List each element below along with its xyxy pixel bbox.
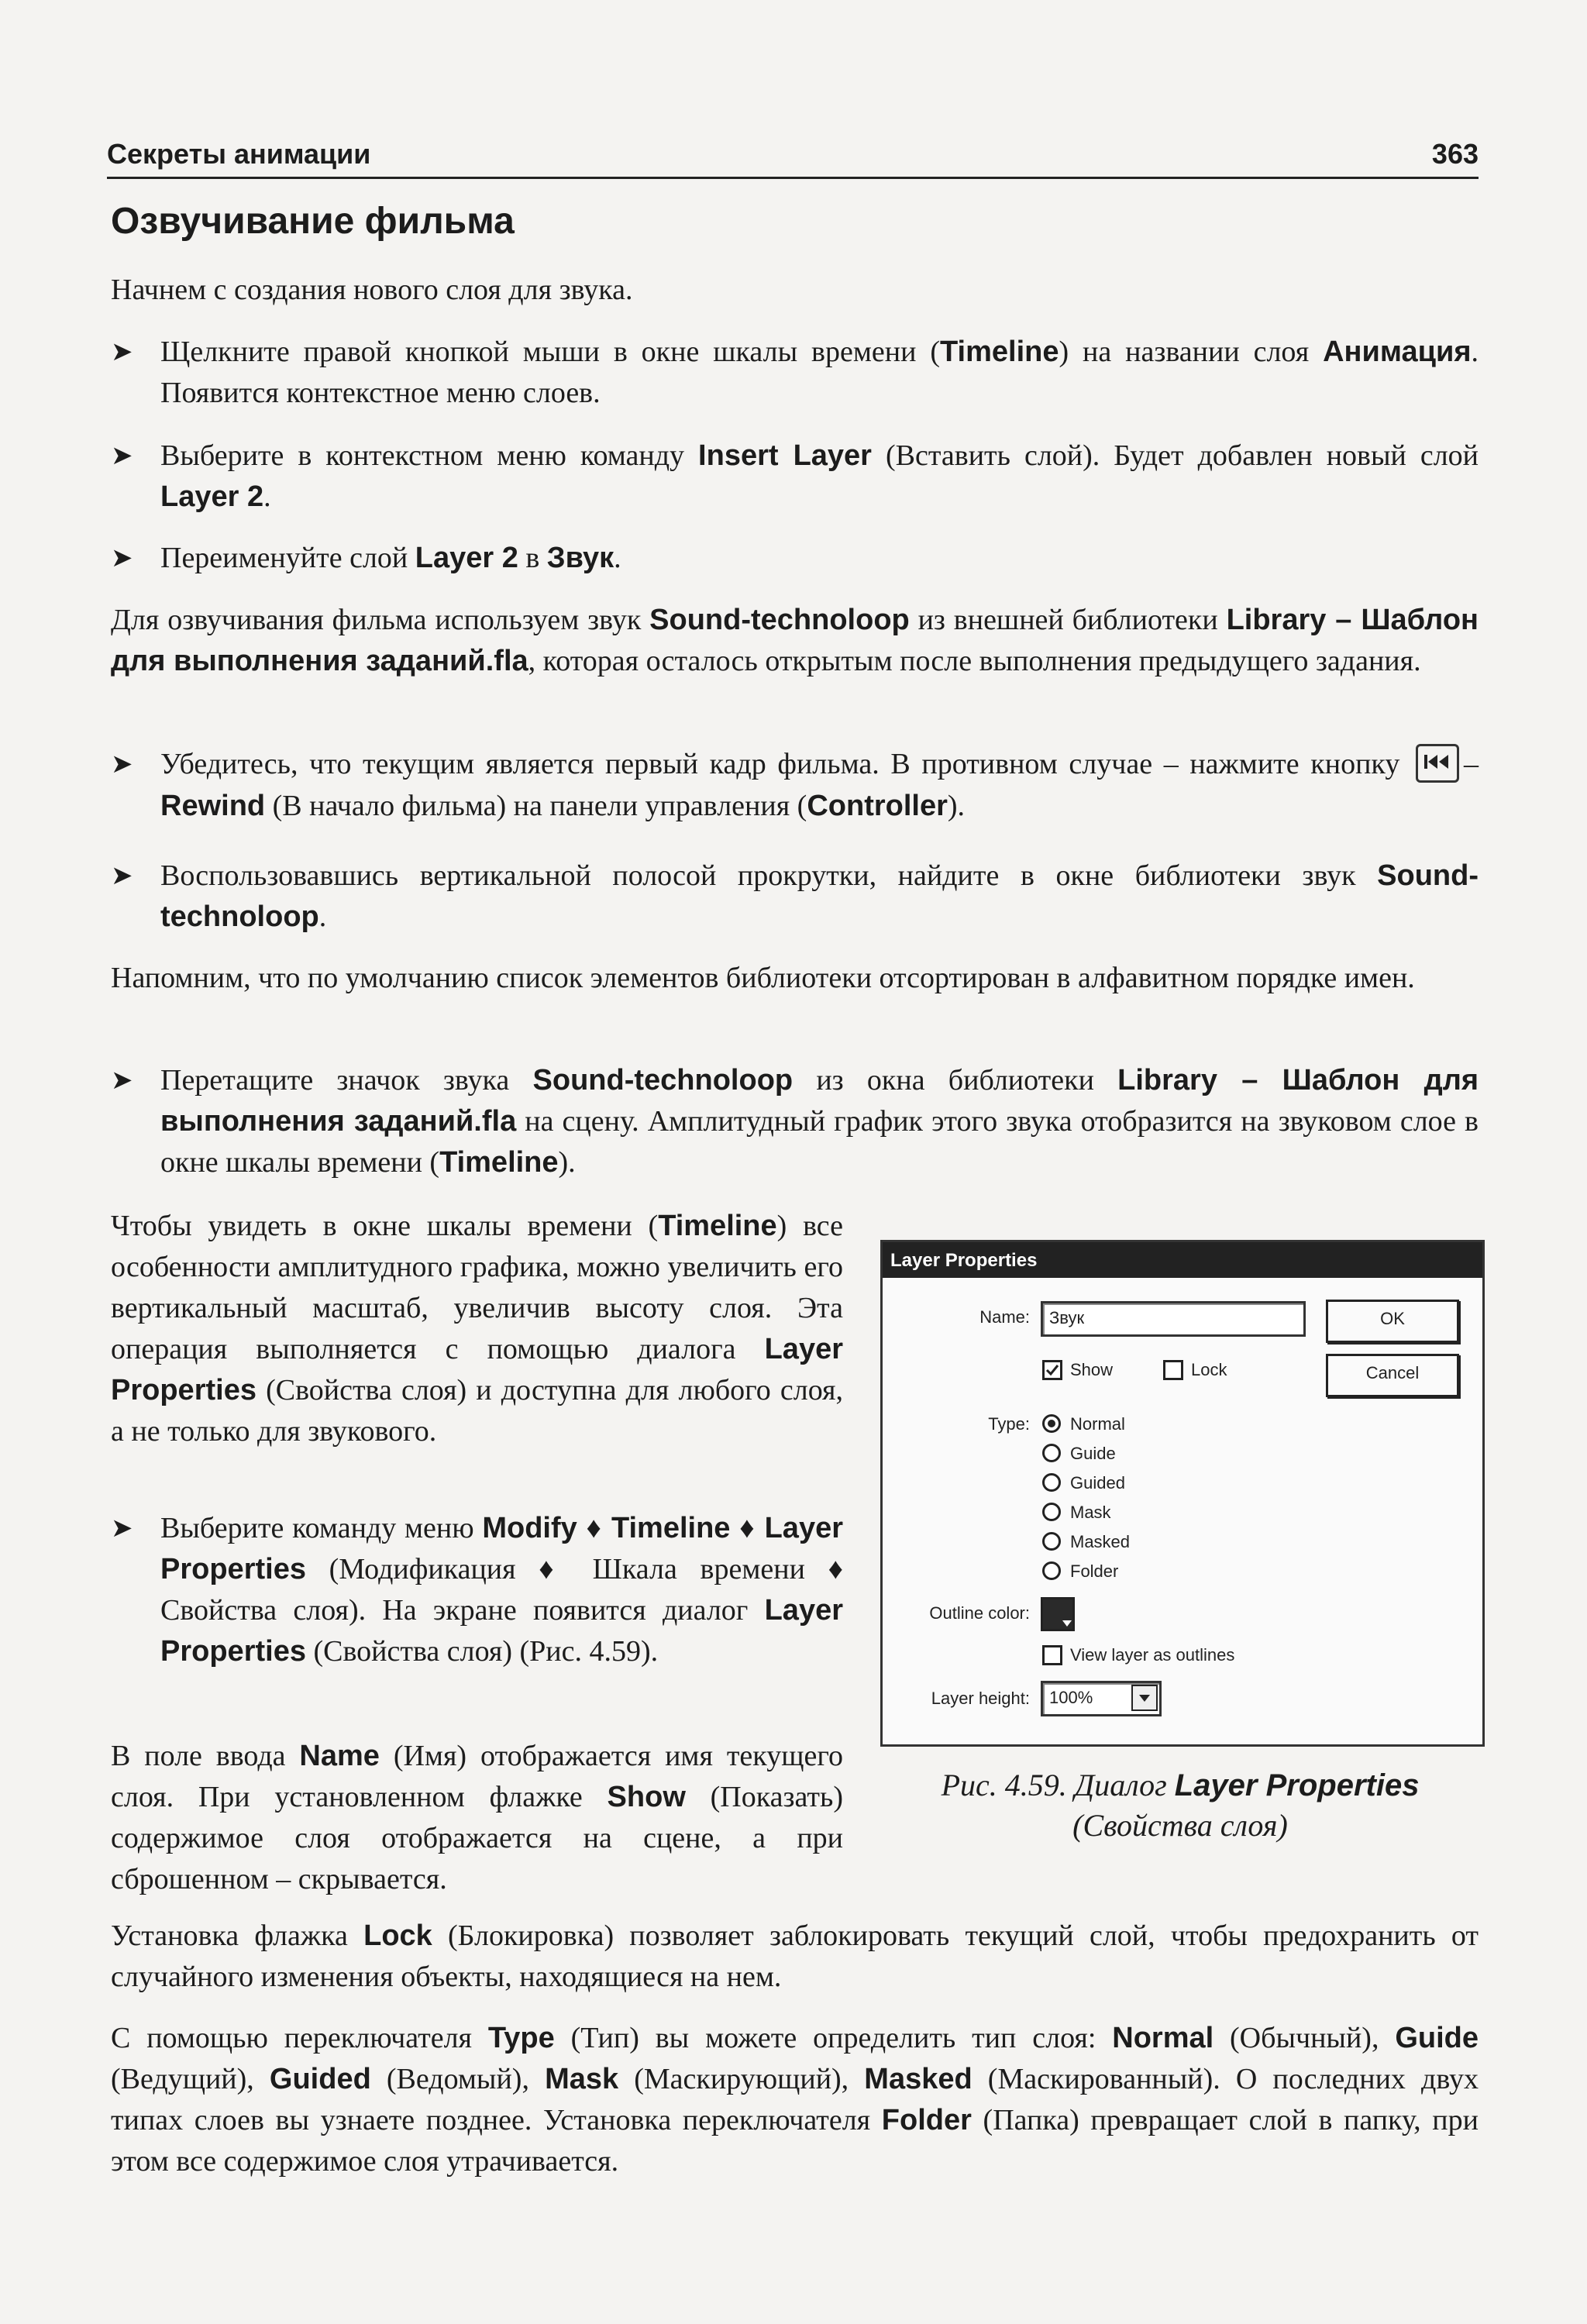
bold-term: Анимация xyxy=(1323,336,1472,368)
rewind-button-icon xyxy=(1416,744,1459,783)
bold-term: Layer 2 xyxy=(415,542,518,574)
outline-color-label: Outline color: xyxy=(929,1603,1030,1623)
lock-checkbox[interactable] xyxy=(1163,1360,1183,1380)
chapter-title: Секреты анимации xyxy=(107,138,371,170)
bold-term: Layer Properties xyxy=(160,1594,843,1668)
name-input[interactable] xyxy=(1041,1301,1306,1337)
bold-term: Show xyxy=(607,1781,686,1813)
cancel-button[interactable]: Cancel xyxy=(1326,1354,1459,1397)
paragraph xyxy=(111,1916,1479,1998)
bullet-arrow-icon: ➤ xyxy=(111,860,133,891)
intro-paragraph: Начнем с создания нового слоя для звука. xyxy=(111,274,633,306)
list-item xyxy=(111,332,1479,414)
paragraph xyxy=(111,1736,843,1900)
bold-term: Guide xyxy=(1395,2022,1479,2054)
text-run: (Маскирующий), xyxy=(618,2063,865,2095)
text-run: (Обычный), xyxy=(1213,2022,1396,2054)
bold-term: Звук xyxy=(546,542,614,574)
dialog-title: Layer Properties xyxy=(890,1250,1038,1271)
text-run: ) на названии слоя xyxy=(1059,336,1324,368)
bold-term: Timeline xyxy=(940,336,1059,368)
text-run: Установка флажка xyxy=(111,1919,364,1952)
caption-bold: Layer Properties xyxy=(1174,1768,1420,1802)
list-item xyxy=(111,1508,843,1672)
text-run: С помощью переключателя xyxy=(111,2022,488,2054)
text-run: Выберите в контекстном меню команду xyxy=(160,439,699,472)
bold-term: Modify ♦ Timeline ♦ Layer Properties xyxy=(160,1512,843,1585)
bullet-arrow-icon: ➤ xyxy=(111,336,133,367)
bold-term: Timeline xyxy=(439,1146,559,1179)
type-option-label: Mask xyxy=(1070,1503,1111,1522)
bold-term: Library – Шаблон для выполнения заданий.fla xyxy=(160,1064,1479,1138)
text-run: Выберите команду меню xyxy=(160,1512,483,1544)
text-run: Воспользовавшись вертикальной полосой прокрутки, найдите в окне библиотеки звук xyxy=(160,859,1378,892)
layer-properties-dialog xyxy=(880,1240,1485,1747)
layer-height-select[interactable] xyxy=(1041,1681,1162,1716)
list-item xyxy=(111,1060,1479,1183)
text-run: Чтобы увидеть в окне шкалы времени ( xyxy=(111,1210,659,1242)
bold-term: Folder xyxy=(881,2104,972,2136)
type-radio-masked[interactable] xyxy=(1042,1532,1061,1551)
lock-label: Lock xyxy=(1191,1360,1227,1379)
bullet-arrow-icon: ➤ xyxy=(111,749,133,780)
bold-term: Sound-technoloop xyxy=(160,859,1479,933)
bold-term: Layer Properties xyxy=(111,1333,843,1406)
bold-term: Timeline xyxy=(658,1210,777,1242)
text-run: на сцену. Амплитудный график этого звука отобразится на звуковом слое в окне шкалы времени ( xyxy=(160,1105,1479,1179)
bold-term: Masked xyxy=(864,2063,973,2095)
outline-color-swatch[interactable] xyxy=(1041,1597,1075,1631)
type-radio-guided[interactable] xyxy=(1042,1473,1061,1492)
bold-term: Library – Шаблон для выполнения заданий.fla xyxy=(111,604,1479,677)
ok-button[interactable]: OK xyxy=(1326,1300,1459,1343)
type-radio-mask[interactable] xyxy=(1042,1503,1061,1521)
text-run: (Ведущий), xyxy=(111,2063,270,2095)
bold-term: Guided xyxy=(269,2063,371,2095)
layer-height-value: 100% xyxy=(1049,1688,1093,1707)
list-item xyxy=(111,538,1479,579)
bold-term: Mask xyxy=(545,2063,619,2095)
bold-term: Type xyxy=(487,2022,555,2054)
text-run: (Имя) отображается имя текущего слоя. При установленном флажке xyxy=(111,1740,843,1813)
text-run: (Модификация ♦ Шкала времени ♦ Свойства слоя). На экране появится диалог xyxy=(160,1553,843,1627)
view-outlines-checkbox[interactable] xyxy=(1042,1645,1062,1665)
bold-term: Sound-technoloop xyxy=(532,1064,794,1097)
bold-term: Lock xyxy=(363,1919,432,1952)
section-heading: Озвучивание фильма xyxy=(111,201,515,242)
text-run: из внешней библиотеки xyxy=(909,604,1227,636)
view-outlines-label: View layer as outlines xyxy=(1070,1645,1235,1665)
type-option-label: Masked xyxy=(1070,1532,1131,1551)
type-label: Type: xyxy=(988,1414,1030,1434)
text-run: (Тип) вы можете определить тип слоя: xyxy=(554,2022,1113,2054)
text-run: (Блокировка) позволяет заблокировать текущий слой, чтобы предохранить от случайного изменения объекты, находящиеся на нем. xyxy=(111,1919,1479,1993)
caption-prefix: Рис. 4.59. Диалог xyxy=(941,1768,1175,1802)
list-text: Убедитесь, что текущим является первый кадр фильма. В противном случае – нажмите кнопку xyxy=(160,748,1400,780)
name-label: Name: xyxy=(979,1307,1030,1327)
text-run: ). xyxy=(558,1146,576,1179)
type-option-label: Guide xyxy=(1070,1444,1116,1463)
text-run: (Показать) содержимое слоя отображается на сцене, а при сброшенном – скрывается. xyxy=(111,1781,843,1895)
text-run: В поле ввода xyxy=(111,1740,300,1772)
text-run: (Ведомый), xyxy=(370,2063,546,2095)
text-run: (Свойства слоя) (Рис. 4.59). xyxy=(305,1635,659,1668)
type-radio-folder[interactable] xyxy=(1042,1561,1061,1580)
dialog-titlebar xyxy=(883,1242,1482,1278)
text-run: в xyxy=(518,542,547,574)
figure-caption xyxy=(880,1765,1480,1846)
list-item: ➤ Убедитесь, что текущим является первый кадр фильма. В противном случае – нажмите кнопку – Rewind (В начало фильма) на панели управления (Controller). xyxy=(111,744,1479,827)
paragraph xyxy=(111,600,1479,682)
dropdown-arrow-icon xyxy=(1062,1620,1072,1628)
text-run: из окна библиотеки xyxy=(793,1064,1118,1097)
text-run: Щелкните правой кнопкой мыши в окне шкалы времени ( xyxy=(160,336,940,368)
layer-height-label: Layer height: xyxy=(931,1689,1030,1708)
text-run: , которая осталось открытым после выполнения предыдущего задания. xyxy=(528,645,1421,677)
text-run: (Свойства слоя) и доступна для любого слоя, а не только для звукового. xyxy=(111,1374,843,1448)
text-run: (Маскированный). О последних двух типах слоев вы узнаете позднее. Установка переключателя xyxy=(111,2063,1479,2136)
text-run: Переименуйте слой xyxy=(160,542,415,574)
text-run: . xyxy=(614,542,621,574)
chevron-down-icon[interactable] xyxy=(1131,1685,1158,1711)
bold-term: Insert Layer xyxy=(698,439,872,472)
name-value: Звук xyxy=(1049,1308,1085,1327)
paragraph: Напомним, что по умолчанию список элементов библиотеки отсортирован в алфавитном порядке имен. xyxy=(111,962,1415,994)
page-number: 363 xyxy=(1431,138,1479,170)
type-option-label: Guided xyxy=(1070,1473,1125,1493)
text-run: . xyxy=(318,900,327,933)
bold-term: Layer 2 xyxy=(160,480,264,513)
paragraph xyxy=(111,2018,1479,2182)
bold-term: Sound-technoloop xyxy=(649,604,910,636)
text-run: . xyxy=(263,480,271,513)
text-run: (Папка) превращает слой в папку, при этом все содержимое слоя утрачивается. xyxy=(111,2104,1479,2178)
type-option-label: Normal xyxy=(1070,1414,1125,1434)
type-radio-normal[interactable] xyxy=(1042,1414,1061,1433)
list-item xyxy=(111,856,1479,938)
bold-term: Normal xyxy=(1112,2022,1214,2054)
rewind-label: Rewind xyxy=(160,790,266,823)
show-checkbox[interactable] xyxy=(1042,1360,1062,1380)
list-item xyxy=(111,436,1479,518)
paragraph xyxy=(111,1206,843,1452)
caption-suffix: (Свойства слоя) xyxy=(1072,1808,1288,1843)
bullet-arrow-icon: ➤ xyxy=(111,1513,133,1544)
type-option-label: Folder xyxy=(1070,1561,1119,1581)
bullet-arrow-icon: ➤ xyxy=(111,440,133,471)
running-header xyxy=(107,132,1479,179)
show-label: Show xyxy=(1070,1360,1114,1379)
text-run: Перетащите значок звука xyxy=(160,1064,533,1097)
bold-term: Name xyxy=(299,1740,380,1772)
bullet-arrow-icon: ➤ xyxy=(111,542,133,573)
text-run: Для озвучивания фильма используем звук xyxy=(111,604,650,636)
type-radio-guide[interactable] xyxy=(1042,1444,1061,1462)
text-run: . Появится контекстное меню слоев. xyxy=(160,336,1479,409)
text-run: ) все особенности амплитудного графика, можно увеличить его вертикальный масштаб, увеличив высоту слоя. Эта операция выполняется с помощью диалога xyxy=(111,1210,843,1365)
checkmark-icon xyxy=(1045,1362,1060,1378)
bullet-arrow-icon: ➤ xyxy=(111,1065,133,1096)
text-run: (Вставить слой). Будет добавлен новый слой xyxy=(871,439,1479,472)
